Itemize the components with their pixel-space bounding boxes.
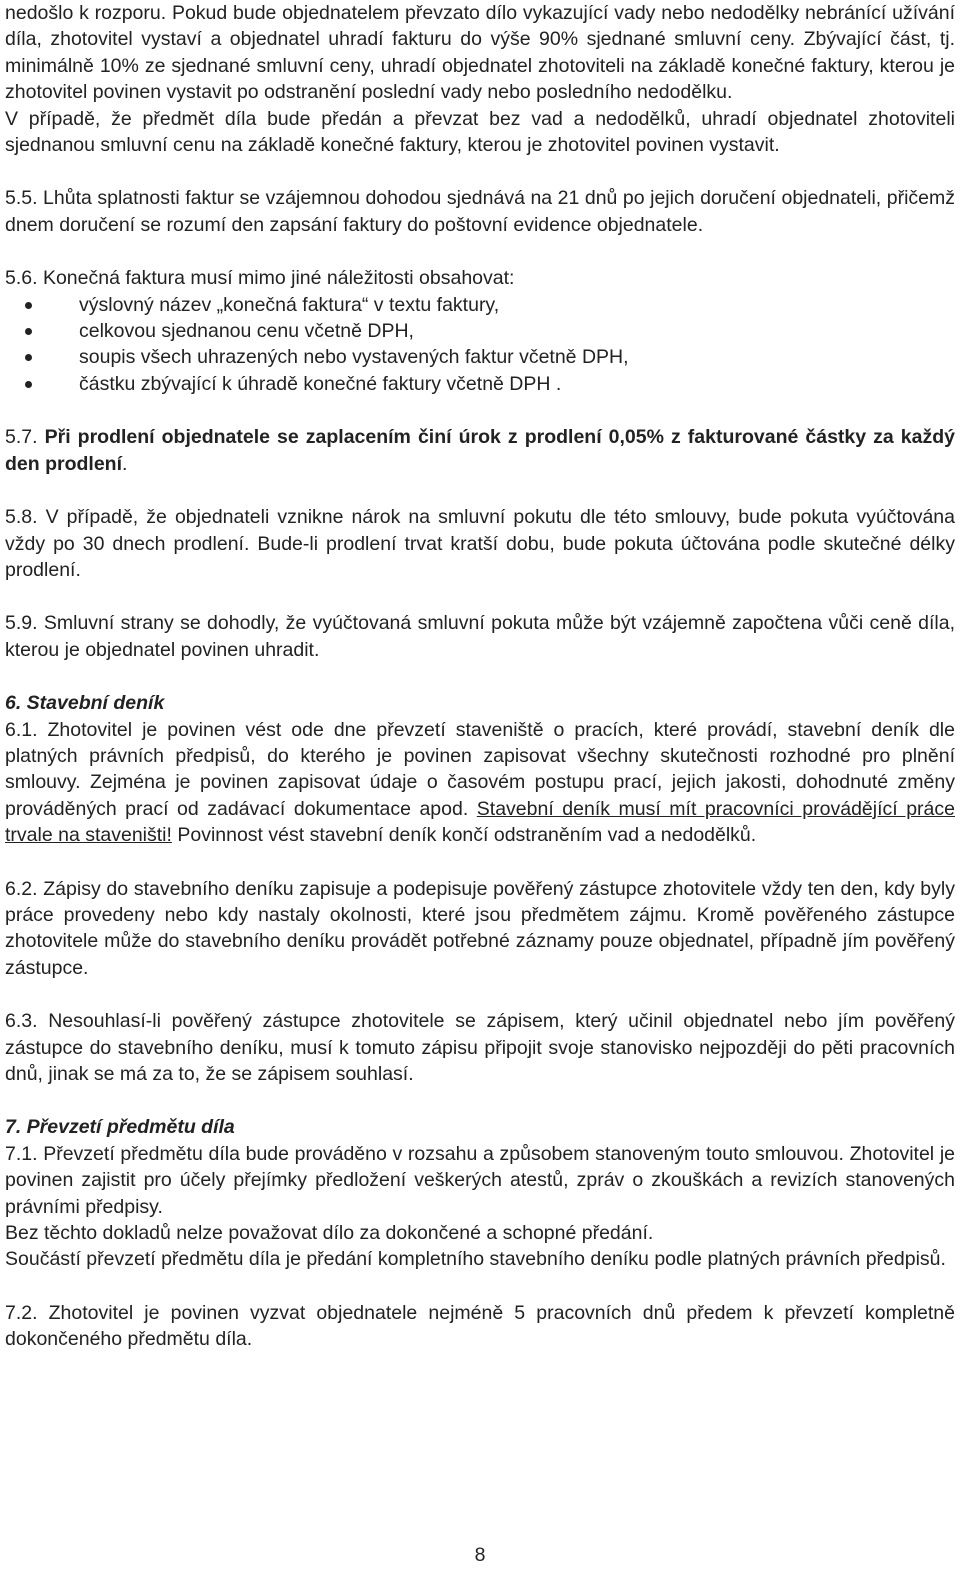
final-invoice-requirements-list [5,292,955,398]
section-6-1: 6.1. Zhotovitel je povinen vést ode dne převzetí staveniště o pracích, které provádí, stavební deník dle platných právních předpisů, do kterého je povinen zapisovat všechny skutečnosti rozhodné pro plnění smlouvy. Zejména je povinen zapisovat údaje o časovém postupu prací, jejich jakosti, dohodnuté změny prováděných prací od zadávací dokumentace apod. Stavební deník musí mít pracovníci provádějící práce trvale na staveništi! Povinnost vést stavební deník končí odstraněním vad a nedodělků. [5,718,955,847]
section-5-5: 5.5. Lhůta splatnosti faktur se vzájemnou dohodou sjednává na 21 dnů po jejich doručení objednateli, přičemž dnem doručení se rozumí den zapsání faktury do poštovní evidence objednatele. [5,187,955,236]
late-payment-interest-text: Při prodlení objednatele se zaplacením činí úrok z prodlení 0,05% z fakturované částky za každý den prodlení [5,426,956,475]
bullet-icon [25,328,32,335]
section-7-2: 7.2. Zhotovitel je povinen vyzvat objednatele nejméně 5 pracovních dnů předem k převzetí kompletně dokončeného předmětu díla. [5,1301,955,1351]
section-5-7: 5.7. Při prodlení objednatele se zaplacením činí úrok z prodlení 0,05% z fakturované částky za každý den prodlení. [5,426,956,475]
paragraph-no-defects: V případě, že předmět díla bude předán a převzat bez vad a nedodělků, uhradí objednatel zhotoviteli sjednanou smluvní cenu na základě konečné faktury, kterou je zhotovitel povinen vystavit. [5,107,955,157]
document-page [5,0,955,1353]
section-5-6-intro: 5.6. Konečná faktura musí mimo jiné náležitosti obsahovat: [5,267,515,290]
section-6-2: 6.2. Zápisy do stavebního deníku zapisuje a podepisuje pověřený zástupce zhotovitele vždy ten den, kdy byly práce provedeny nebo kdy nastaly okolnosti, které jsou předmětem zájmu. Kromě pověřeného zástupce zhotovitele může do stavebního deníku provádět potřebné záznamy pouze objednatel, případně jím pověřený zástupce. [5,877,955,979]
bullet-icon [25,354,32,361]
section-7-1-documents: Bez těchto dokladů nelze považovat dílo za dokončené a schopné předání. [5,1222,654,1245]
section-7-1-construction-log: Součástí převzetí předmětu díla je předání kompletního stavebního deníku podle platných právních předpisů. [5,1248,946,1271]
section-5-8: 5.8. V případě, že objednateli vznikne nárok na smluvní pokutu dle této smlouvy, bude pokuta vyúčtována vždy po 30 dnech prodlení. Bude-li prodlení trvat kratší dobu, bude pokuta účtována podle skutečné délky prodlení. [5,506,955,581]
section-7-1: 7.1. Převzetí předmětu díla bude prováděno v rozsahu a způsobem stanoveným touto smlouvou. Zhotovitel je povinen zajistit pro účely přejímky předložení veškerých atestů, zpráv o zkouškách a revizích stanovených právními předpisy. [5,1142,955,1218]
page-number: 8 [474,1544,486,1566]
section-6-3: 6.3. Nesouhlasí-li pověřený zástupce zhotovitele se zápisem, který učinil objednatel nebo jím pověřený zástupce do stavebního deníku, musí k tomuto zápisu připojit svoje stanovisko nejpozději do pěti pracovních dnů, jinak se má za to, že se zápisem souhlasí. [5,1010,955,1085]
bullet-icon [25,302,32,309]
underlined-site-requirement: Stavební deník musí mít pracovníci provádějící práce trvale na staveništi! [5,797,955,847]
paragraph-final-invoice-conditions: nedošlo k rozporu. Pokud bude objednatelem převzato dílo vykazující vady nebo nedodělky nebránící užívání díla, zhotovitel vystaví a objednatel uhradí fakturu do výše 90% sjednané smluvní ceny. Zbývající část, tj. minimálně 10% ze sjednané smluvní ceny, uhradí objednatel zhotoviteli na základě konečné faktury, kterou je zhotovitel povinen vystavit po odstranění poslední vady nebo posledního nedodělku. [5,2,955,104]
heading-section-6: 6. Stavební deník [5,692,165,715]
list-item: částku zbývající k úhradě konečné faktury včetně DPH . [5,371,955,397]
list-item: soupis všech uhrazených nebo vystavených faktur včetně DPH, [5,344,955,370]
section-5-9: 5.9. Smluvní strany se dohodly, že vyúčtovaná smluvní pokuta může být vzájemně započtena vůči ceně díla, kterou je objednatel povinen uhradit. [5,612,955,661]
bullet-icon [25,381,32,388]
heading-section-7: 7. Převzetí předmětu díla [5,1116,235,1139]
list-item: celkovou sjednanou cenu včetně DPH, [5,318,955,344]
list-item: výslovný název „konečná faktura“ v textu faktury, [5,292,955,318]
